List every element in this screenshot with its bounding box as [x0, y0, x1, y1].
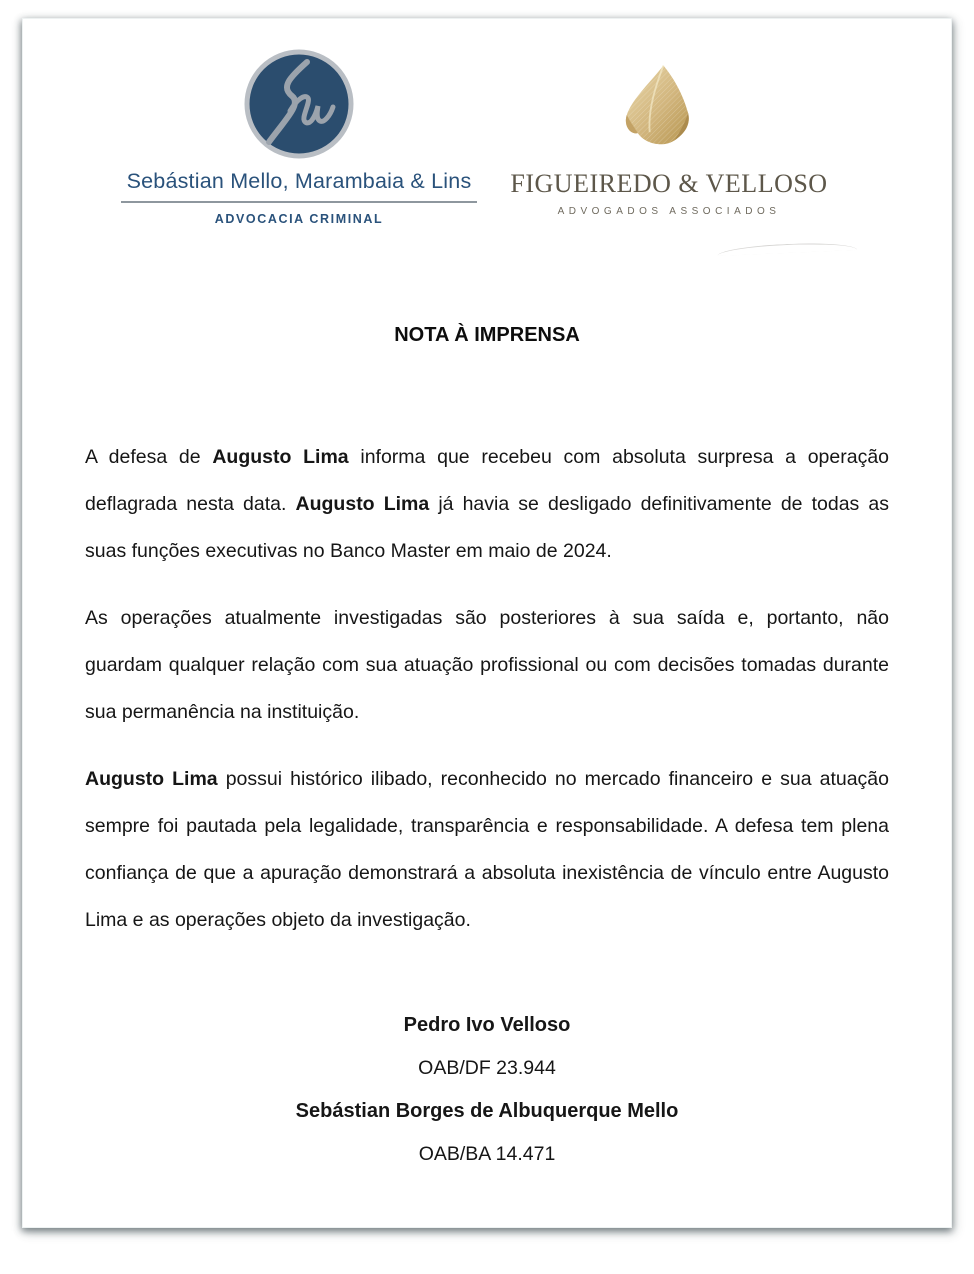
- logo-sebastian-mello: [109, 48, 489, 226]
- logo-figueiredo-velloso: [499, 48, 839, 226]
- paragraph-3: Augusto Lima possui histórico ilibado, reconhecido no mercado financeiro e sua atuação sempre foi pautada pela legalidade, transparência e responsabilidade. A defesa tem plena confiança de que a apuração demonstrará a absoluta inexistência de vínculo entre Augusto Lima e as operações objeto da investigação.: [85, 768, 889, 931]
- logo-divider: [121, 201, 477, 203]
- signature-name: Sebástian Borges de Albuquerque Mello: [295, 1100, 679, 1122]
- signature-block: [23, 1004, 951, 1176]
- paragraph-2: As operações atualmente investigadas são posteriores à sua saída e, portanto, não guardam qualquer relação com sua atuação profissional ou com decisões tomadas durante sua permanência na instituição.: [85, 607, 889, 723]
- signature-oab: OAB/DF 23.944: [418, 1057, 556, 1079]
- gold-gem-icon: [605, 60, 709, 156]
- firm-name-right: FIGUEIREDO & VELLOSO: [510, 169, 828, 198]
- paragraph-1: A defesa de Augusto Lima informa que recebeu com absoluta surpresa a operação deflagrada nesta data. Augusto Lima já havia se desligado definitivamente de todas as suas funções executivas no Banco Master em maio de 2024.: [85, 446, 890, 562]
- firm-name-left: Sebástian Mello, Marambaia & Lins: [126, 169, 472, 193]
- firm-tagline-left: ADVOCACIA CRIMINAL: [214, 212, 384, 226]
- scan-smudge: [717, 241, 857, 256]
- letterhead: [23, 19, 951, 226]
- signature-name: Pedro Ivo Velloso: [403, 1014, 571, 1036]
- signature-oab: OAB/BA 14.471: [418, 1143, 556, 1165]
- firm-tagline-right: ADVOGADOS ASSOCIADOS: [557, 206, 781, 217]
- document-page: [22, 18, 952, 1228]
- sm-monogram-icon: [243, 48, 355, 160]
- press-note-body: [23, 434, 951, 944]
- page-title: NOTA À IMPRENSA: [394, 324, 580, 346]
